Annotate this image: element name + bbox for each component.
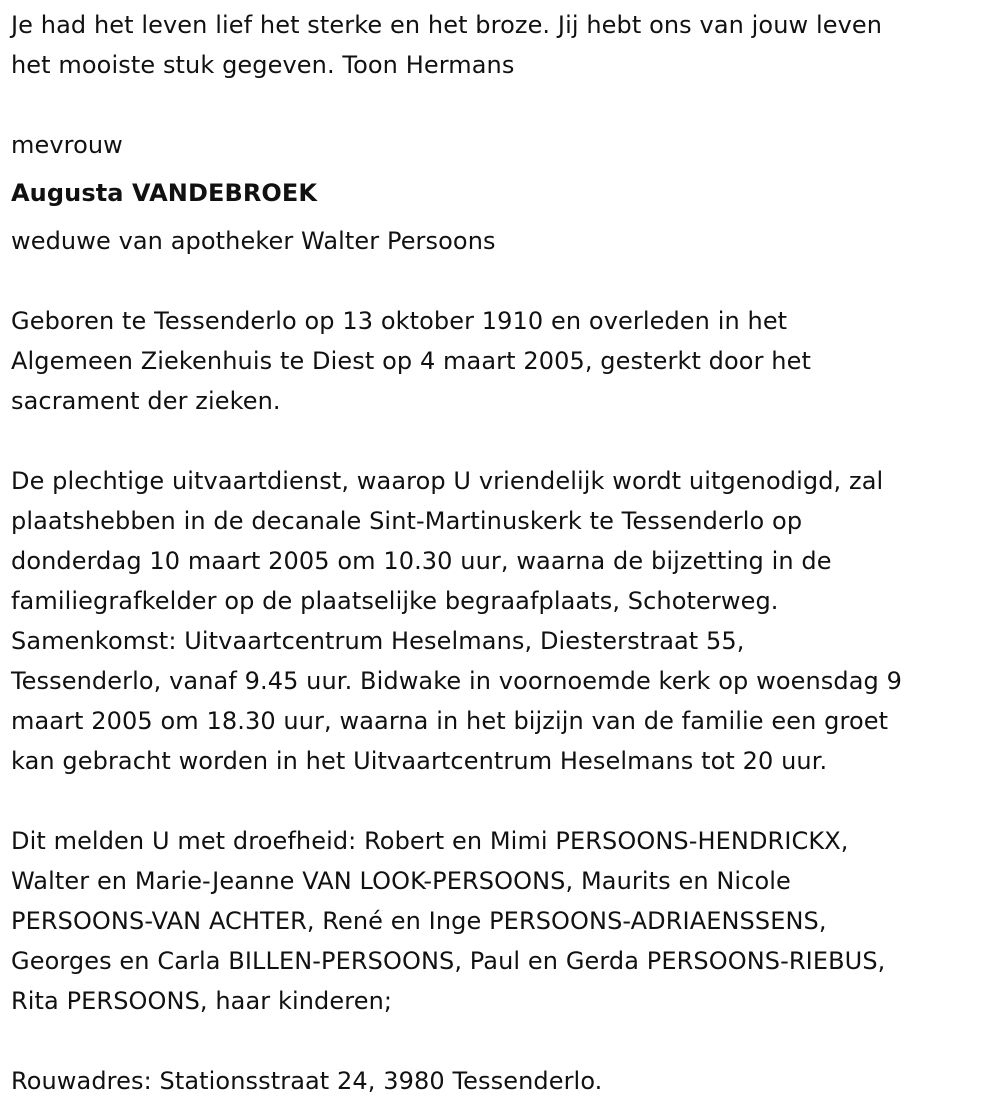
quote-line-1: Je had het leven lief het sterke en het broze. Jij hebt ons van jouw leven — [11, 11, 883, 39]
funeral-line-3: donderdag 10 maart 2005 om 10.30 uur, waarna de bijzetting in de — [11, 547, 832, 575]
funeral-line-7: maart 2005 om 18.30 uur, waarna in het bijzijn van de familie een groet — [11, 707, 889, 735]
family-line-3: PERSOONS-VAN ACHTER, René en Inge PERSOONS-ADRIAENSSENS, — [11, 907, 827, 935]
funeral-line-1: De plechtige uitvaartdienst, waarop U vriendelijk wordt uitgenodigd, zal — [11, 467, 884, 495]
mourning-address: Rouwadres: Stationsstraat 24, 3980 Tessenderlo. — [11, 1067, 603, 1095]
funeral-line-2: plaatshebben in de decanale Sint-Martinuskerk te Tessenderlo op — [11, 507, 803, 535]
salutation: mevrouw — [11, 131, 123, 159]
family-line-5: Rita PERSOONS, haar kinderen; — [11, 987, 393, 1015]
birth-death-line-3: sacrament der zieken. — [11, 387, 281, 415]
funeral-line-6: Tessenderlo, vanaf 9.45 uur. Bidwake in voornoemde kerk op woensdag 9 — [11, 667, 902, 695]
funeral-line-4: familiegrafkelder op de plaatselijke begraafplaats, Schoterweg. — [11, 587, 779, 615]
quote-line-2: het mooiste stuk gegeven. Toon Hermans — [11, 51, 515, 79]
family-line-1: Dit melden U met droefheid: Robert en Mimi PERSOONS-HENDRICKX, — [11, 827, 849, 855]
deceased-name: Augusta VANDEBROEK — [11, 179, 318, 207]
birth-death-line-2: Algemeen Ziekenhuis te Diest op 4 maart 2005, gesterkt door het — [11, 347, 811, 375]
family-line-4: Georges en Carla BILLEN-PERSOONS, Paul en Gerda PERSOONS-RIEBUS, — [11, 947, 886, 975]
birth-death-line-1: Geboren te Tessenderlo op 13 oktober 1910 en overleden in het — [11, 307, 788, 335]
funeral-line-5: Samenkomst: Uitvaartcentrum Heselmans, Diesterstraat 55, — [11, 627, 745, 655]
funeral-line-8: kan gebracht worden in het Uitvaartcentrum Heselmans tot 20 uur. — [11, 747, 828, 775]
deceased-relation: weduwe van apotheker Walter Persoons — [11, 227, 496, 255]
family-line-2: Walter en Marie-Jeanne VAN LOOK-PERSOONS, Maurits en Nicole — [11, 867, 791, 895]
